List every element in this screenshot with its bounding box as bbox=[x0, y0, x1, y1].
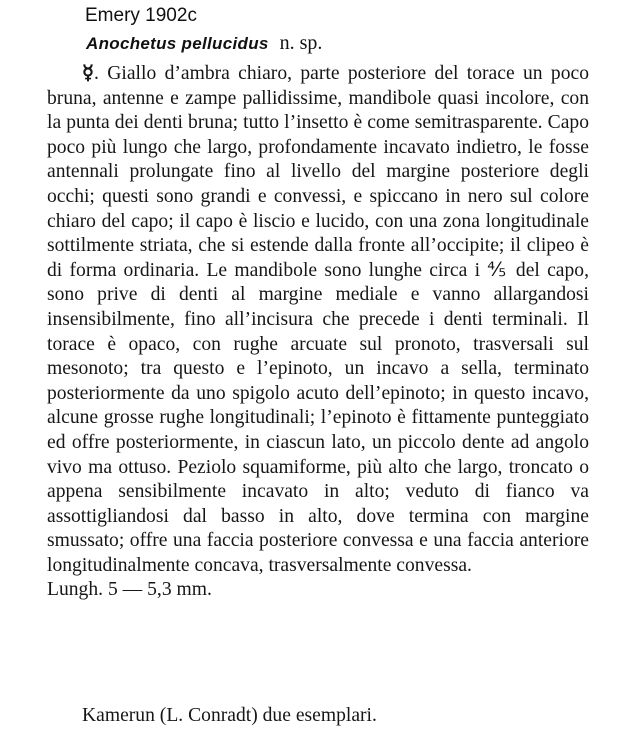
description-body bbox=[47, 62, 589, 603]
species-name: Anochetus pellucidus bbox=[86, 34, 269, 53]
species-title bbox=[86, 32, 322, 55]
new-species-note: n. sp. bbox=[279, 32, 323, 54]
length-measurement: Lungh. 5 — 5,3 mm. bbox=[47, 579, 212, 601]
description-paragraph bbox=[47, 62, 589, 578]
worker-caste-symbol: ☿ bbox=[82, 63, 95, 84]
reference-label: Emery 1902c bbox=[85, 5, 197, 26]
locality-line: Kamerun (L. Conradt) due esemplari. bbox=[82, 705, 377, 726]
description-text: . Giallo d’ambra chiaro, parte posteriore del torace un poco bruna, antenne e zampe pallidissime, mandibole quasi incolore, con la punta dei denti bruna; tutto l’insetto è come semitrasparente. Capo poco più lungo che largo, profondamente incavato indietro, le fosse antennali prolungate fino al livello del margine posteriore degli occhi; questi sono grandi e convessi, e spiccano in nero sul colore chiaro del capo; il capo è liscio e lucido, con una zona longitudinale sottilmente striata, che si estende dalla fronte all’occipite; il clipeo è di forma ordinaria. Le mandibole sono lunghe circa i ⅘ del capo, sono prive di denti al margine mediale e vanno allargandosi insensibilmente, fino all’incisura che precede i denti terminali. Il torace è opaco, con rughe arcuate sul pronoto, trasversali sul mesonoto; tra questo e l’epinoto, un incavo a sella, terminato posteriormente da uno spigolo acuto dell’epinoto; in questo incavo, alcune grosse rughe longitudinali; l’epinoto è fittamente punteggiato ed offre posteriormente, in ciascun lato, un piccolo dente ad angolo vivo ma ottuso. Peziolo squamiforme, più alto che largo, troncato o appena sensibilmente incavato in alto; veduto di fianco va assottigliandosi dal basso in alto, dove termina con margine smussato; offre una faccia posteriore convessa e una faccia anteriore longitudinalmente concava, trasversalmente convessa. bbox=[47, 63, 589, 576]
